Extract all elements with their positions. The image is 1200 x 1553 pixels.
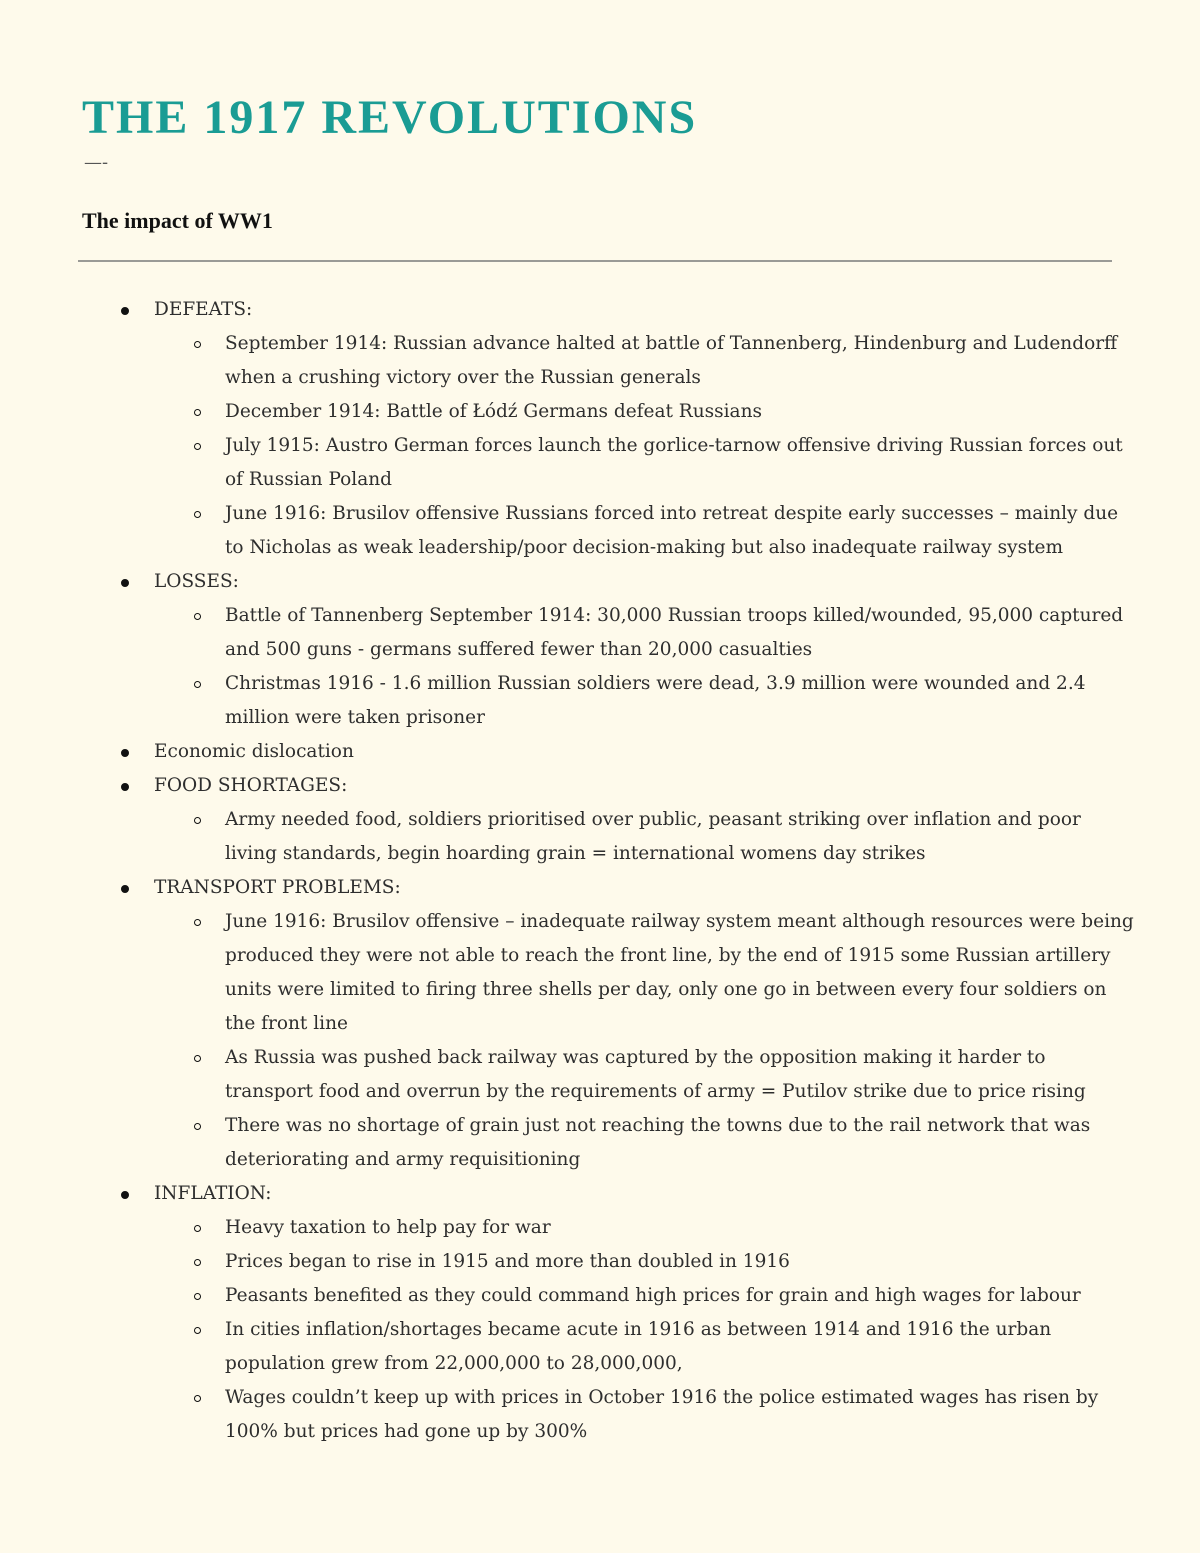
bullet-item — [78, 293, 1138, 565]
bullet-label: FOOD SHORTAGES: — [154, 775, 348, 796]
sub-bullet-item — [154, 1245, 1138, 1279]
section-heading: The impact of WW1 — [82, 208, 273, 233]
circle-bullet-icon — [194, 919, 201, 926]
bullet-item — [78, 565, 1138, 735]
circle-bullet-icon — [194, 1293, 201, 1300]
sub-bullet-list — [154, 803, 1138, 871]
sub-bullet-item — [154, 1381, 1138, 1449]
title-dash: —- — [84, 152, 109, 173]
sub-bullet-text: July 1915: Austro German forces launch the gorlice-tarnow offensive driving Russian forces out of Russian Poland — [225, 435, 1123, 490]
bullet-dot-icon — [121, 307, 129, 315]
sub-bullet-text: June 1916: Brusilov offensive – inadequate railway system meant although resources were being produced they were not able to reach the front line, by the end of 1915 some Russian artillery units were limited to firing three shells per day, only one go in between every four soldiers on the front line — [225, 911, 1134, 1034]
circle-bullet-icon — [194, 1055, 201, 1062]
document-title: THE 1917 REVOLUTIONS — [82, 91, 698, 144]
circle-bullet-icon — [194, 1225, 201, 1232]
circle-bullet-icon — [194, 1395, 201, 1402]
sub-bullet-item — [154, 1313, 1138, 1381]
bullet-label: INFLATION: — [154, 1183, 272, 1204]
circle-bullet-icon — [194, 511, 201, 518]
sub-bullet-text: Peasants benefited as they could command high prices for grain and high wages for labour — [225, 1285, 1081, 1306]
sub-bullet-text: Christmas 1916 - 1.6 million Russian soldiers were dead, 3.9 million were wounded and 2.4 million were taken prisoner — [225, 673, 1086, 728]
sub-bullet-text: As Russia was pushed back railway was captured by the opposition making it harder to transport food and overrun by the requirements of army = Putilov strike due to price rising — [225, 1047, 1086, 1102]
bullet-label: LOSSES: — [154, 571, 239, 592]
sub-bullet-text: Heavy taxation to help pay for war — [225, 1217, 551, 1238]
sub-bullet-text: Army needed food, soldiers prioritised over public, peasant striking over inflation and poor living standards, begin hoarding grain = international womens day strikes — [225, 809, 1081, 864]
bullet-dot-icon — [121, 749, 129, 757]
bullet-item — [78, 871, 1138, 1177]
sub-bullet-text: Battle of Tannenberg September 1914: 30,000 Russian troops killed/wounded, 95,000 captured and 500 guns - germans suffered fewer than 20,000 casualties — [225, 605, 1124, 660]
sub-bullet-text: There was no shortage of grain just not reaching the towns due to the rail network that was deteriorating and army requisitioning — [225, 1115, 1091, 1170]
circle-bullet-icon — [194, 1259, 201, 1266]
circle-bullet-icon — [194, 681, 201, 688]
bullet-label: TRANSPORT PROBLEMS: — [154, 877, 401, 898]
bullet-dot-icon — [121, 885, 129, 893]
bullet-item — [78, 1177, 1138, 1449]
bullet-dot-icon — [121, 783, 129, 791]
horizontal-rule — [78, 260, 1112, 262]
sub-bullet-item — [154, 395, 1138, 429]
sub-bullet-item — [154, 599, 1138, 667]
sub-bullet-item — [154, 803, 1138, 871]
sub-bullet-item — [154, 327, 1138, 395]
sub-bullet-list — [154, 599, 1138, 735]
bullet-list — [78, 293, 1138, 1449]
sub-bullet-text: June 1916: Brusilov offensive Russians forced into retreat despite early successes – mainly due to Nicholas as weak leadership/poor decision-making but also inadequate railway system — [225, 503, 1119, 558]
circle-bullet-icon — [194, 613, 201, 620]
sub-bullet-text: September 1914: Russian advance halted at battle of Tannenberg, Hindenburg and Ludendorff when a crushing victory over the Russian generals — [225, 333, 1118, 388]
document-body — [78, 293, 1138, 1449]
circle-bullet-icon — [194, 443, 201, 450]
circle-bullet-icon — [194, 817, 201, 824]
bullet-dot-icon — [121, 1191, 129, 1199]
circle-bullet-icon — [194, 341, 201, 348]
sub-bullet-item — [154, 667, 1138, 735]
sub-bullet-text: Prices began to rise in 1915 and more than doubled in 1916 — [225, 1251, 790, 1272]
sub-bullet-item — [154, 1041, 1138, 1109]
sub-bullet-item — [154, 497, 1138, 565]
sub-bullet-text: December 1914: Battle of Łódź Germans defeat Russians — [225, 401, 762, 422]
sub-bullet-item — [154, 1109, 1138, 1177]
bullet-item — [78, 769, 1138, 871]
sub-bullet-list — [154, 327, 1138, 565]
bullet-label: DEFEATS: — [154, 299, 253, 320]
sub-bullet-item — [154, 429, 1138, 497]
sub-bullet-text: Wages couldn’t keep up with prices in October 1916 the police estimated wages has risen by 100% but prices had gone up by 300% — [225, 1387, 1099, 1442]
sub-bullet-text: In cities inflation/shortages became acute in 1916 as between 1914 and 1916 the urban population grew from 22,000,000 to 28,000,000, — [225, 1319, 1052, 1374]
circle-bullet-icon — [194, 1327, 201, 1334]
sub-bullet-list — [154, 905, 1138, 1177]
bullet-item — [78, 735, 1138, 769]
sub-bullet-item — [154, 1211, 1138, 1245]
circle-bullet-icon — [194, 1123, 201, 1130]
sub-bullet-item — [154, 1279, 1138, 1313]
bullet-label: Economic dislocation — [154, 741, 354, 762]
sub-bullet-list — [154, 1211, 1138, 1449]
circle-bullet-icon — [194, 409, 201, 416]
bullet-dot-icon — [121, 579, 129, 587]
sub-bullet-item — [154, 905, 1138, 1041]
